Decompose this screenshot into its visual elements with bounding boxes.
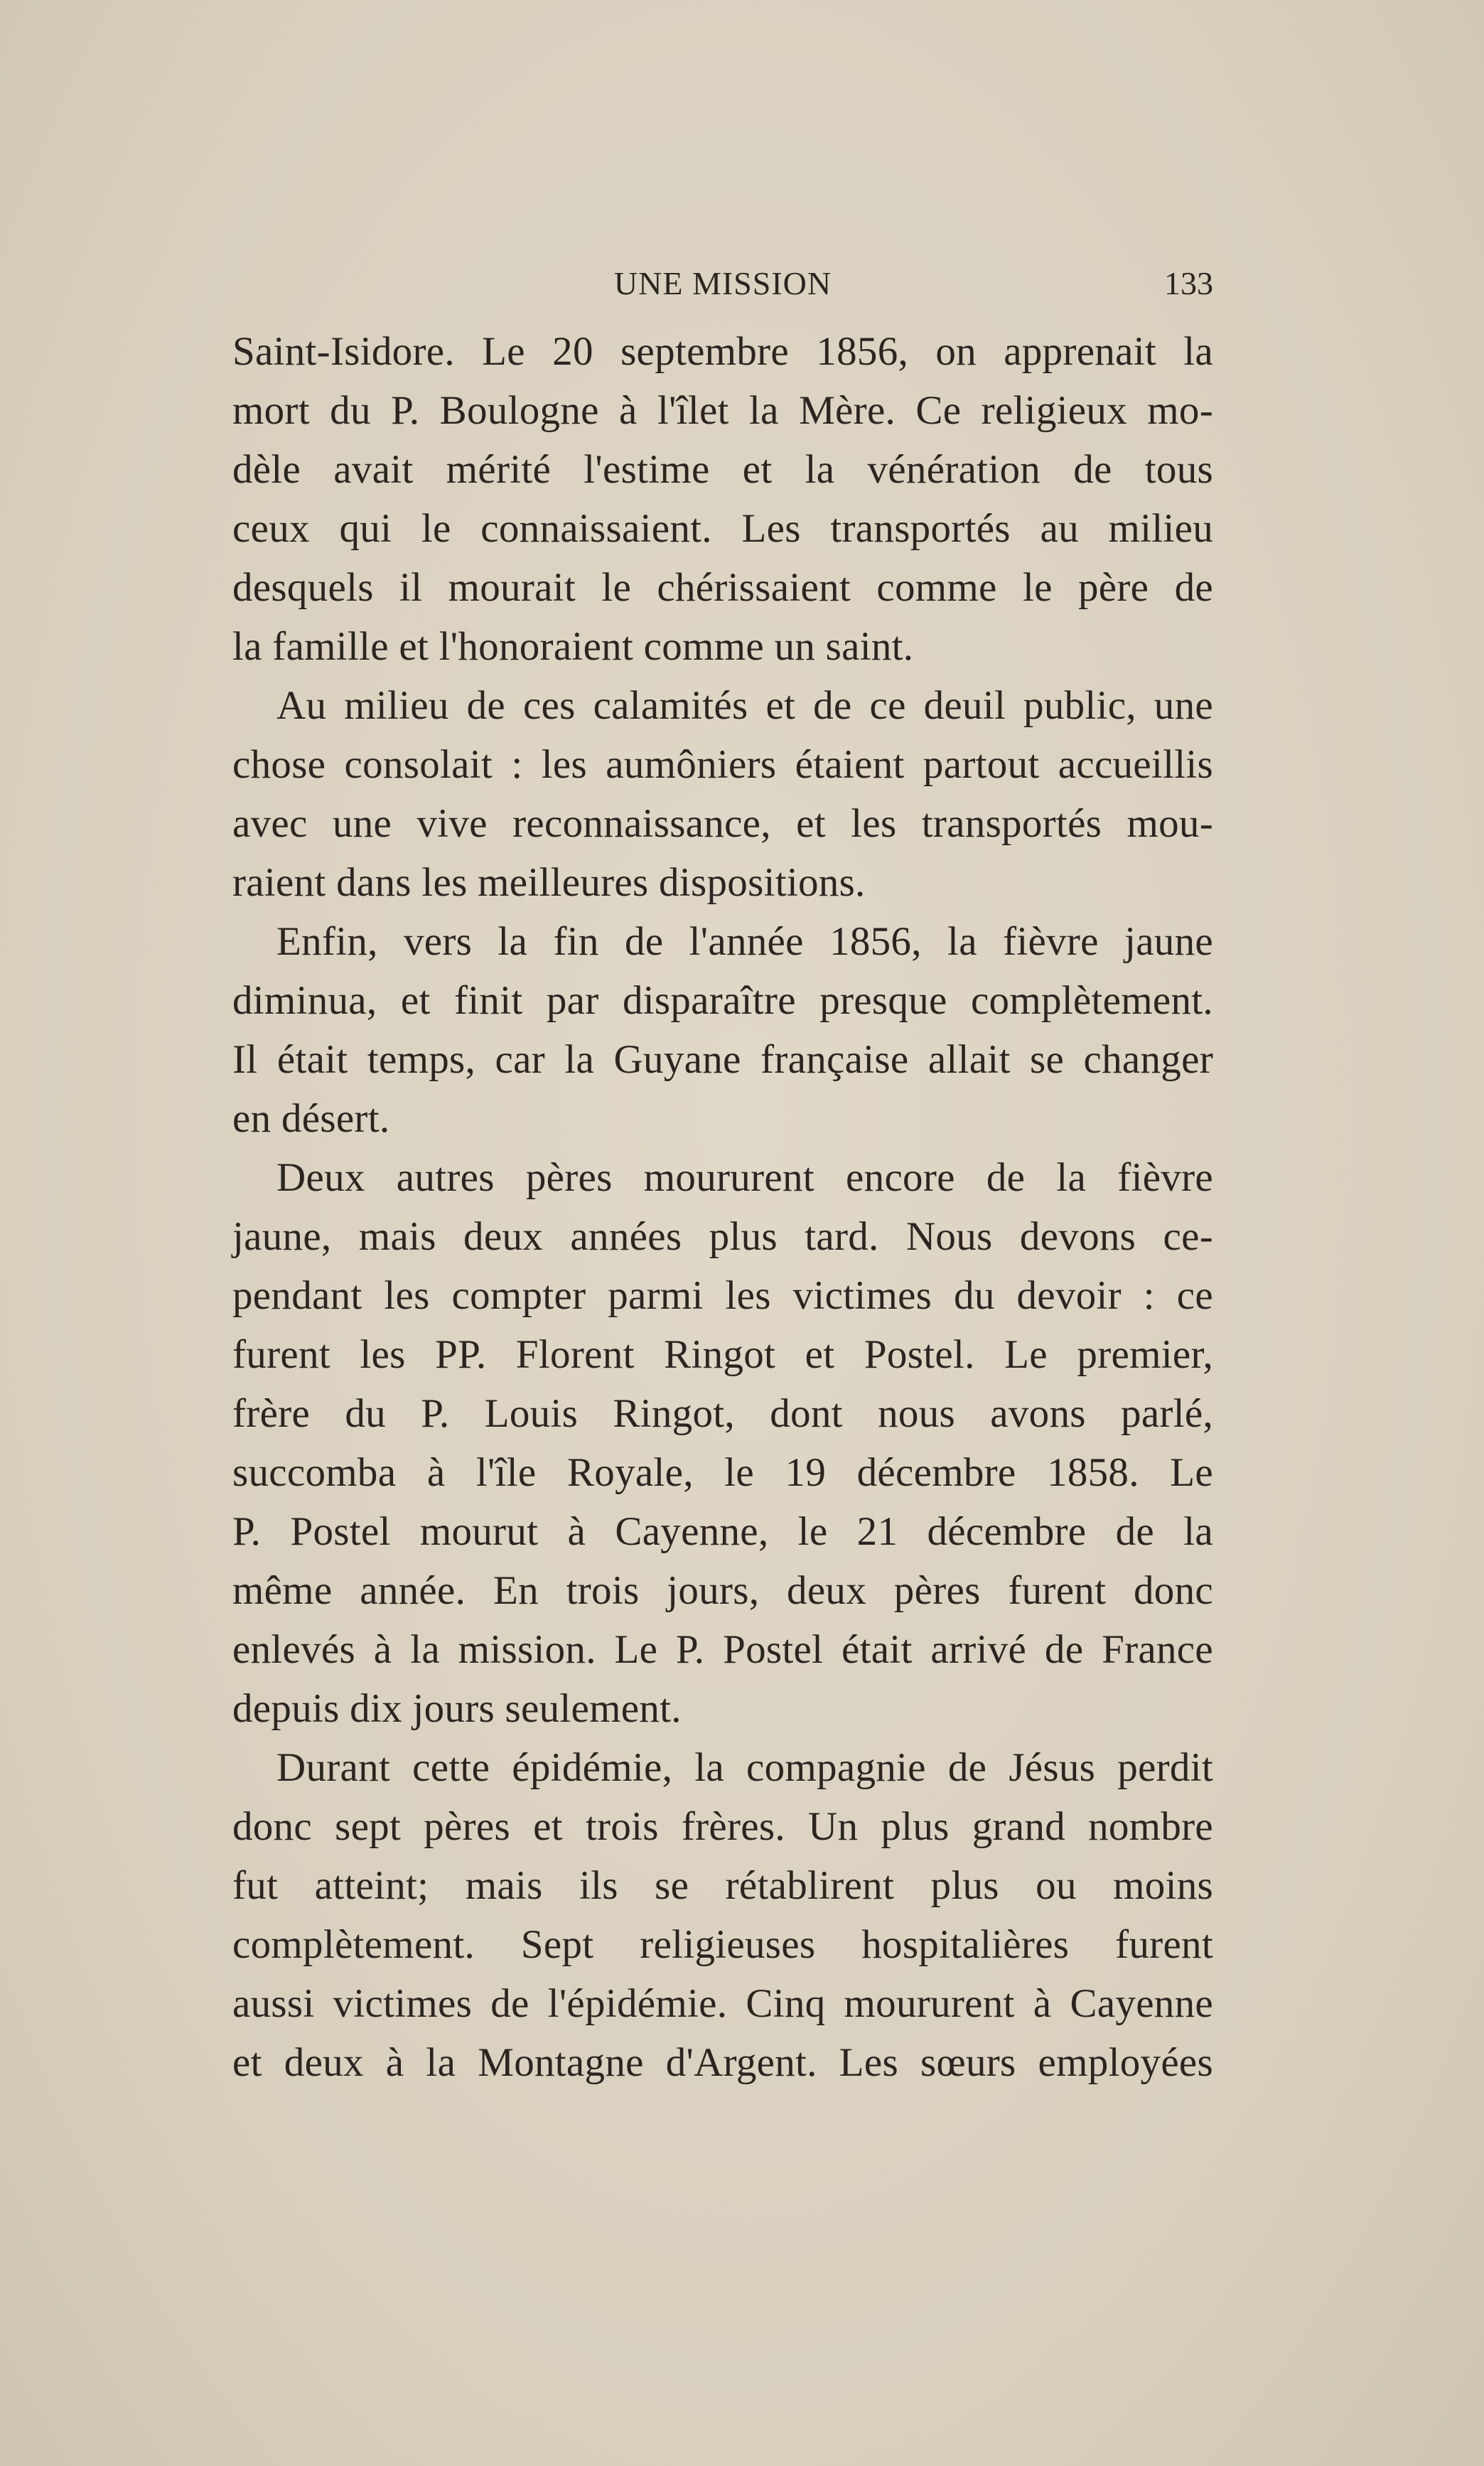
paragraph <box>232 912 1213 1148</box>
text-line: donc sept pères et trois frères. Un plus grand nombre <box>232 1804 1213 1849</box>
text-line: aussi victimes de l'épidémie. Cinq moururent à Cayenne <box>232 1981 1213 2026</box>
text-line: en désert. <box>232 1096 390 1141</box>
running-title: UNE MISSION <box>613 265 832 301</box>
text-line: complètement. Sept religieuses hospitalières furent <box>232 1922 1213 1967</box>
text-line: frère du P. Louis Ringot, dont nous avons parlé, <box>232 1391 1213 1436</box>
text-line: Durant cette épidémie, la compagnie de Jésus perdit <box>276 1745 1213 1790</box>
text-line: Il était temps, car la Guyane française allait se changer <box>232 1037 1213 1082</box>
text-line: raient dans les meilleures dispositions. <box>232 860 866 905</box>
paragraph <box>232 322 1213 676</box>
running-header <box>232 264 1213 307</box>
paragraph <box>232 1148 1213 1738</box>
text-line: jaune, mais deux années plus tard. Nous devons ce- <box>232 1214 1213 1259</box>
text-line: pendant les compter parmi les victimes du devoir : ce <box>232 1273 1213 1318</box>
text-line: Au milieu de ces calamités et de ce deuil public, une <box>276 683 1213 728</box>
text-line: furent les PP. Florent Ringot et Postel. Le premier, <box>232 1332 1213 1377</box>
text-line: la famille et l'honoraient comme un saint. <box>232 624 914 669</box>
text-line: mort du P. Boulogne à l'îlet la Mère. Ce religieux mo- <box>232 388 1213 433</box>
text-line: succomba à l'île Royale, le 19 décembre 1858. Le <box>232 1450 1213 1495</box>
text-line: chose consolait : les aumôniers étaient partout accueillis <box>232 742 1213 787</box>
text-line: depuis dix jours seulement. <box>232 1686 682 1731</box>
text-line: dèle avait mérité l'estime et la vénération de tous <box>232 447 1213 492</box>
text-line: Saint-Isidore. Le 20 septembre 1856, on apprenait la <box>232 329 1213 374</box>
paragraph <box>232 1738 1213 2092</box>
page-number: 133 <box>1164 265 1213 301</box>
text-line: et deux à la Montagne d'Argent. Les sœurs employées <box>232 2040 1213 2085</box>
text-line: diminua, et finit par disparaître presque complètement. <box>232 978 1213 1023</box>
text-line: avec une vive reconnaissance, et les transportés mou- <box>232 801 1213 846</box>
text-line: même année. En trois jours, deux pères furent donc <box>232 1568 1213 1613</box>
text-line: Deux autres pères moururent encore de la fièvre <box>276 1155 1213 1200</box>
text-line: fut atteint; mais ils se rétablirent plus ou moins <box>232 1863 1213 1908</box>
body-text <box>232 322 1213 2092</box>
text-line: P. Postel mourut à Cayenne, le 21 décembre de la <box>232 1509 1213 1554</box>
text-line: enlevés à la mission. Le P. Postel était arrivé de France <box>232 1627 1213 1672</box>
text-line: Enfin, vers la fin de l'année 1856, la fièvre jaune <box>276 919 1213 964</box>
paragraph <box>232 676 1213 912</box>
text-line: desquels il mourait le chérissaient comme le père de <box>232 565 1213 610</box>
text-line: ceux qui le connaissaient. Les transportés au milieu <box>232 506 1213 551</box>
